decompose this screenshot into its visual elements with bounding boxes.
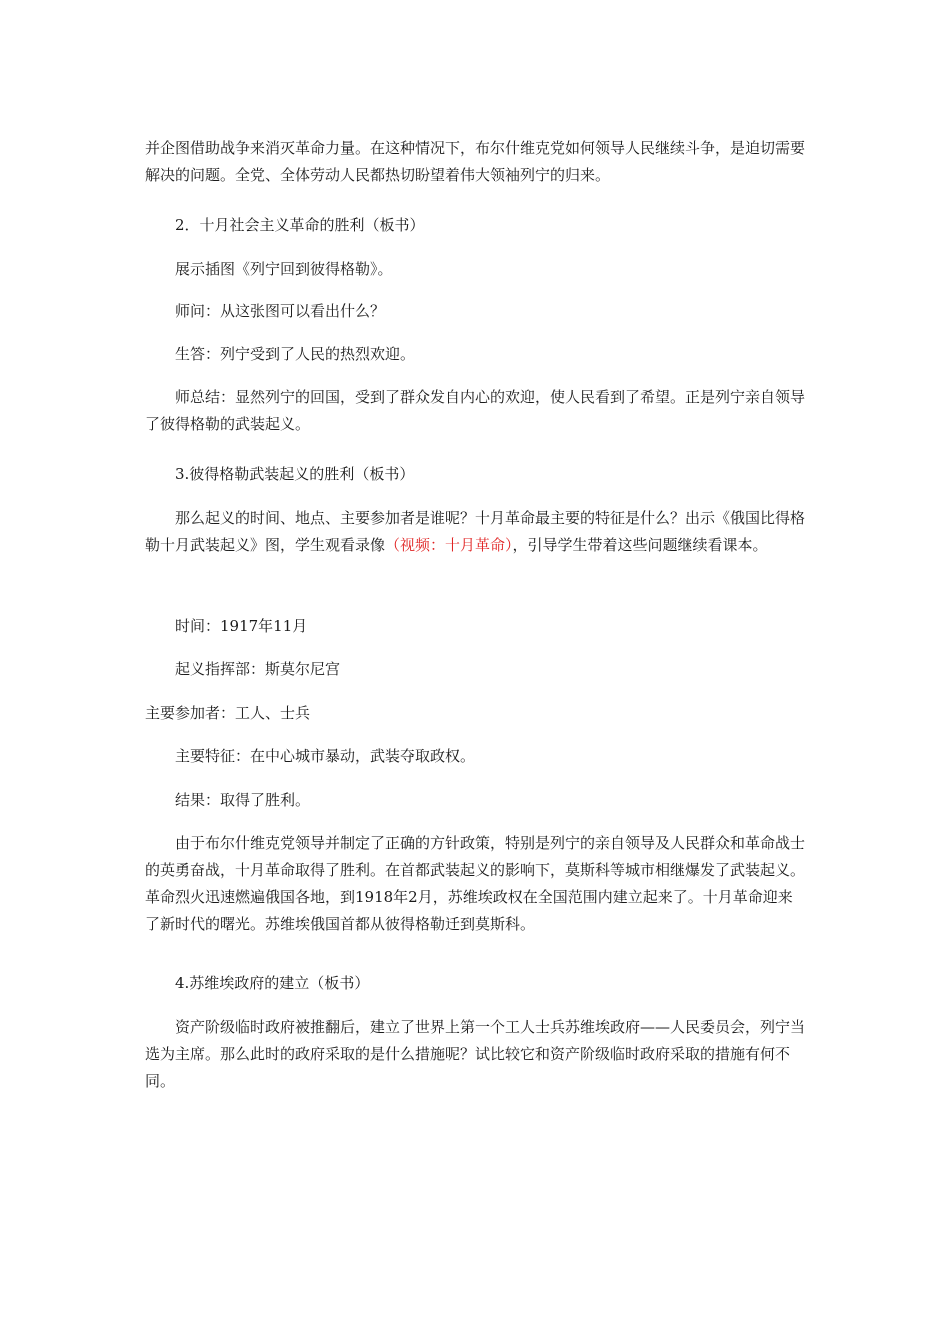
fact-command-center: 起义指挥部：斯莫尔尼宫 xyxy=(175,660,341,678)
paragraph-soviet-government: 资产阶级临时政府被推翻后，建立了世界上第一个工人士兵苏维埃政府——人民委员会，列宁当选为主席。那么此时的政府采取的是什么措施呢？试比较它和资产阶级临时政府采取的措施有何不同。 xyxy=(145,1018,806,1090)
paragraph-context: 并企图借助战争来消灭革命力量。在这种情况下，布尔什维克党如何领导人民继续斗争，是迫切需要解决的问题。全党、全体劳动人民都热切盼望着伟大领袖列宁的归来。 xyxy=(145,139,806,184)
paragraph-student-answer: 生答：列宁受到了人民的热烈欢迎。 xyxy=(175,345,416,363)
fact-main-feature: 主要特征：在中心城市暴动，武装夺取政权。 xyxy=(175,747,476,765)
heading-october-revolution: 2．十月社会主义革命的胜利（板书） xyxy=(175,216,425,234)
fact-participants: 主要参加者：工人、士兵 xyxy=(145,704,311,722)
heading-soviet-government: 4.苏维埃政府的建立（板书） xyxy=(175,974,370,992)
paragraph-uprising-text-after: ，引导学生带着这些问题继续看课本。 xyxy=(512,536,768,554)
paragraph-teacher-question: 师问：从这张图可以看出什么？ xyxy=(175,302,386,320)
fact-time: 时间：1917年11月 xyxy=(175,617,308,635)
paragraph-teacher-summary: 师总结：显然列宁的回国，受到了群众发自内心的欢迎，使人民看到了希望。正是列宁亲自领导了彼得格勒的武装起义。 xyxy=(145,388,806,433)
fact-result: 结果：取得了胜利。 xyxy=(175,791,311,809)
video-link[interactable]: （视频：十月革命） xyxy=(385,536,513,554)
heading-petrograd-uprising: 3.彼得格勒武装起义的胜利（板书） xyxy=(175,465,415,483)
paragraph-uprising-questions xyxy=(145,505,807,559)
paragraph-revolution-victory: 由于布尔什维克党领导并制定了正确的方针政策，特别是列宁的亲自领导及人民群众和革命战士的英勇奋战，十月革命取得了胜利。在首都武装起义的影响下，莫斯科等城市相继爆发了武装起义。革命烈火迅速燃遍俄国各地，到1918年2月，苏维埃政权在全国范围内建立起来了。十月革命迎来了新时代的曙光。苏维埃俄国首都从彼得格勒迁到莫斯科。 xyxy=(145,834,806,933)
paragraph-show-illustration: 展示插图《列宁回到彼得格勒》。 xyxy=(175,260,393,278)
paragraph-uprising-text-before: 那么起义的时间、地点、主要参加者是谁呢？十月革命最主要的特征是什么？出示《俄国比得格勒十月武装起义》图，学生观看录像 xyxy=(145,509,806,554)
